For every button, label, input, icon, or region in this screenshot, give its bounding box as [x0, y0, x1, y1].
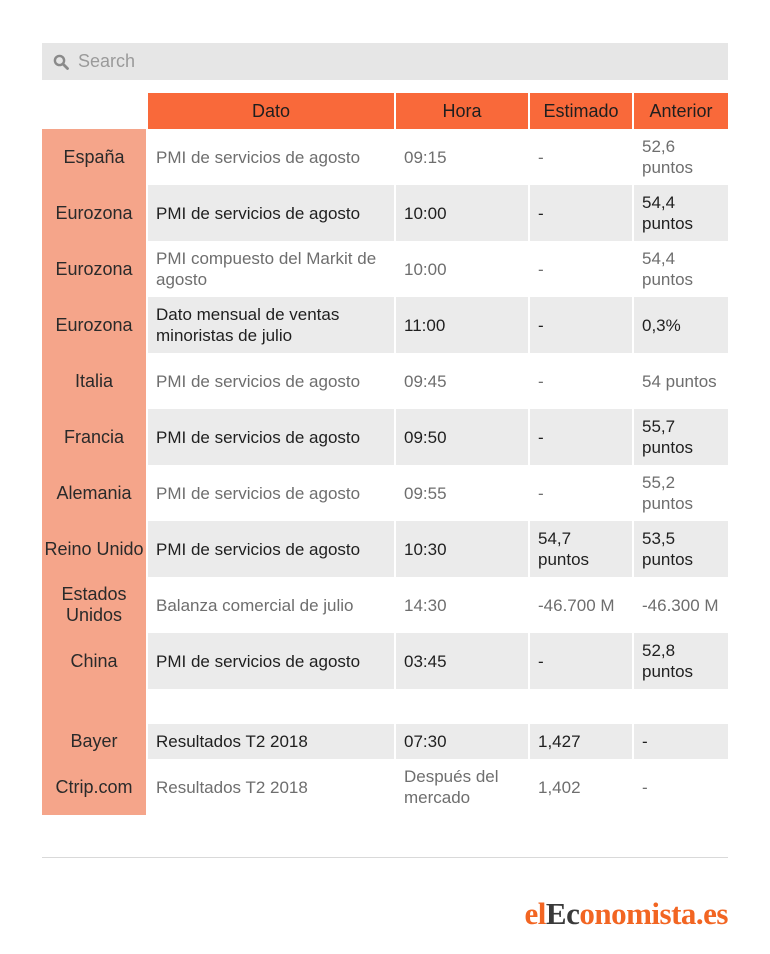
dato-cell: PMI de servicios de agosto — [148, 465, 396, 521]
hora-cell: 09:55 — [396, 465, 530, 521]
dato-cell: Balanza comercial de julio — [148, 577, 396, 633]
table-spacer-row — [42, 689, 728, 724]
country-cell: Eurozona — [42, 297, 148, 353]
country-cell: Alemania — [42, 465, 148, 521]
anterior-cell — [634, 689, 728, 724]
hora-cell: 09:45 — [396, 353, 530, 409]
estimado-cell: 54,7 puntos — [530, 521, 634, 577]
header-hora: Hora — [396, 93, 530, 129]
anterior-cell: 55,7 puntos — [634, 409, 728, 465]
estimado-cell: 1,427 — [530, 724, 634, 759]
table-row — [42, 353, 728, 409]
table-row — [42, 465, 728, 521]
table-row — [42, 759, 728, 815]
estimado-cell: - — [530, 409, 634, 465]
table-row — [42, 577, 728, 633]
dato-cell — [148, 689, 396, 724]
logo-part-ec: Ec — [545, 896, 580, 931]
estimado-cell: - — [530, 633, 634, 689]
logo-part-el: el — [524, 896, 546, 931]
estimado-cell: - — [530, 353, 634, 409]
table-row — [42, 297, 728, 353]
hora-cell: Después del mercado — [396, 759, 530, 815]
country-cell: Francia — [42, 409, 148, 465]
hora-cell: 09:15 — [396, 129, 530, 185]
dato-cell: PMI de servicios de agosto — [148, 521, 396, 577]
hora-cell — [396, 689, 530, 724]
hora-cell: 10:00 — [396, 185, 530, 241]
anterior-cell: 54,4 puntos — [642, 249, 694, 289]
hora-cell: 10:00 — [396, 241, 530, 297]
anterior-cell: 53,5 puntos — [634, 521, 728, 577]
country-cell: Reino Unido — [42, 521, 148, 577]
dato-cell: PMI de servicios de agosto — [148, 353, 396, 409]
country-cell: España — [42, 129, 148, 185]
estimado-cell — [530, 689, 634, 724]
estimado-cell: - — [530, 297, 634, 353]
eleconomista-logo[interactable] — [525, 896, 728, 932]
anterior-cell: 0,3% — [634, 297, 728, 353]
table-header-row — [42, 93, 728, 129]
table-row — [42, 409, 728, 465]
hora-cell: 11:00 — [396, 297, 530, 353]
estimado-cell: -46.700 M — [530, 577, 634, 633]
table-row — [42, 521, 728, 577]
header-estimado: Estimado — [530, 93, 634, 129]
table-row — [42, 185, 728, 241]
country-cell: Italia — [42, 353, 148, 409]
estimado-cell: - — [530, 241, 634, 297]
country-cell: Ctrip.com — [42, 759, 148, 815]
anterior-cell: -46.300 M — [642, 595, 719, 615]
search-icon — [53, 54, 69, 70]
table-row — [42, 129, 728, 185]
dato-cell: PMI de servicios de agosto — [148, 633, 396, 689]
country-cell: Eurozona — [42, 185, 148, 241]
country-cell: Bayer — [42, 724, 148, 759]
estimado-cell: - — [530, 465, 634, 521]
dato-cell: PMI de servicios de agosto — [148, 129, 396, 185]
country-cell: Estados Unidos — [42, 577, 148, 633]
dato-cell: PMI de servicios de agosto — [148, 185, 396, 241]
table-row — [42, 724, 728, 759]
header-anterior: Anterior — [634, 93, 728, 129]
logo-part-rest: onomista.es — [579, 896, 728, 931]
dato-cell: PMI compuesto del Markit de agosto — [148, 241, 396, 297]
anterior-cell: 54 puntos — [642, 371, 717, 391]
table-row — [42, 241, 728, 297]
anterior-cell: 55,2 puntos — [642, 473, 694, 513]
table-row — [42, 633, 728, 689]
anterior-cell: - — [634, 724, 728, 759]
hora-cell: 10:30 — [396, 521, 530, 577]
country-cell: Eurozona — [42, 241, 148, 297]
country-cell — [42, 689, 148, 724]
search-input[interactable] — [78, 51, 678, 72]
hora-cell: 09:50 — [396, 409, 530, 465]
header-blank-cell — [42, 93, 148, 129]
anterior-cell: - — [642, 777, 648, 797]
estimado-cell: 1,402 — [530, 759, 634, 815]
estimado-cell: - — [530, 129, 634, 185]
dato-cell: Resultados T2 2018 — [148, 724, 396, 759]
anterior-cell: 52,6 puntos — [642, 137, 694, 177]
hora-cell: 14:30 — [396, 577, 530, 633]
hora-cell: 07:30 — [396, 724, 530, 759]
country-cell: China — [42, 633, 148, 689]
header-dato: Dato — [148, 93, 396, 129]
anterior-cell: 54,4 puntos — [634, 185, 728, 241]
dato-cell: Dato mensual de ventas minoristas de julio — [148, 297, 396, 353]
dato-cell: PMI de servicios de agosto — [148, 409, 396, 465]
divider — [42, 857, 728, 858]
estimado-cell: - — [530, 185, 634, 241]
anterior-cell: 52,8 puntos — [634, 633, 728, 689]
economic-calendar-table — [42, 93, 728, 815]
hora-cell: 03:45 — [396, 633, 530, 689]
dato-cell: Resultados T2 2018 — [148, 759, 396, 815]
search-bar[interactable] — [42, 43, 728, 80]
